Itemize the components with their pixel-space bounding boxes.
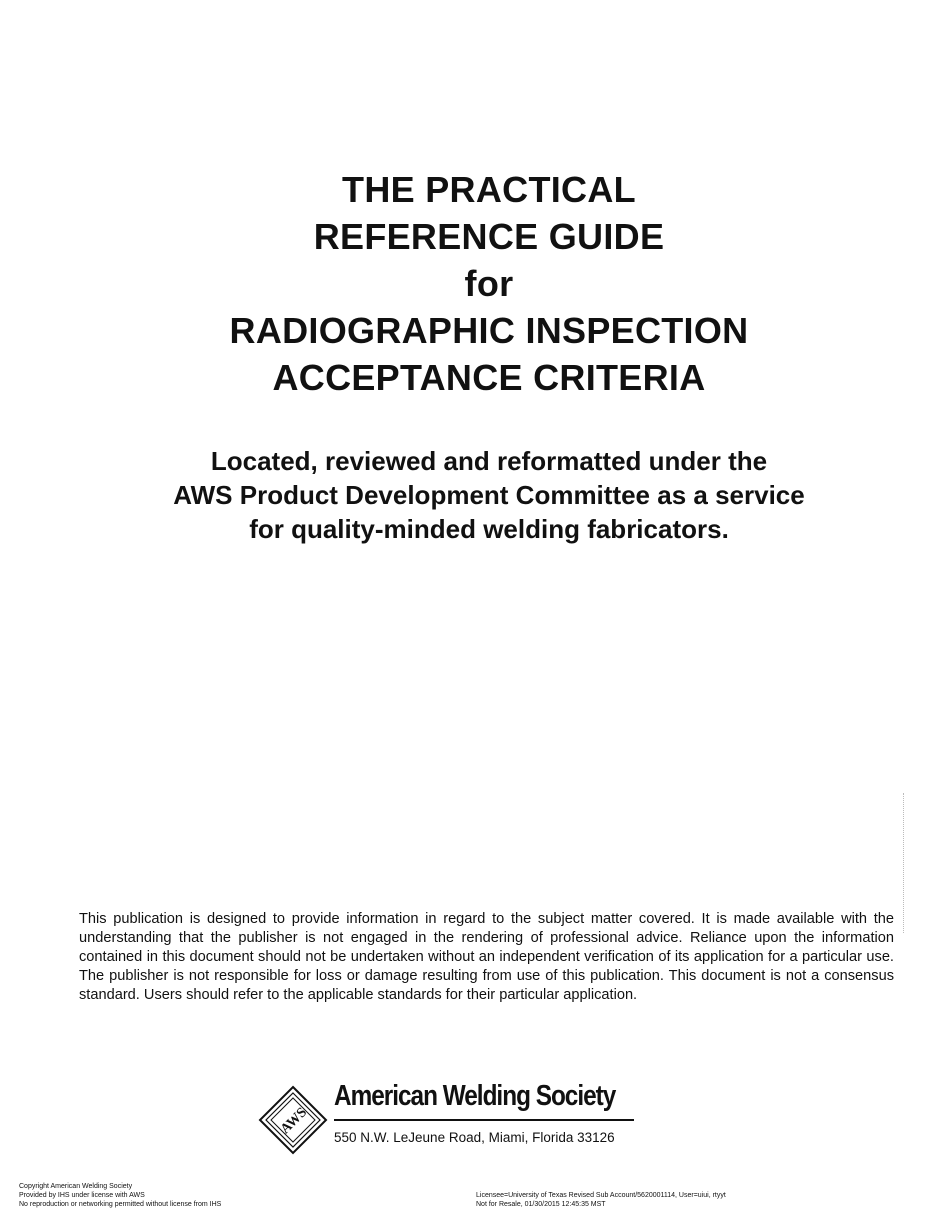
- publisher-block: [258, 1080, 658, 1160]
- publisher-address: 550 N.W. LeJeune Road, Miami, Florida 33126: [334, 1130, 615, 1145]
- footer-line: Copyright American Welding Society: [19, 1183, 133, 1190]
- footer-line: No reproduction or networking permitted without license from IHS: [19, 1201, 222, 1208]
- footer-license: [476, 1191, 726, 1209]
- logo-text: AWS: [278, 1105, 311, 1138]
- aws-diamond-logo-icon: [258, 1085, 328, 1155]
- footer-line: Provided by IHS under license with AWS: [19, 1192, 145, 1199]
- publisher-name: American Welding Society: [334, 1080, 616, 1112]
- title-line: for: [464, 263, 514, 304]
- footer-copyright: [19, 1182, 221, 1209]
- title-line: RADIOGRAPHIC INSPECTION: [229, 310, 749, 351]
- subtitle-line: Located, reviewed and reformatted under the: [210, 446, 768, 476]
- footer-line: Not for Resale, 01/30/2015 12:45:35 MST: [476, 1201, 606, 1208]
- document-title: [0, 166, 950, 401]
- footer-line: Licensee=University of Texas Revised Sub Account/5620001114, User=uiui, rtyyt: [476, 1192, 726, 1199]
- publisher-divider: [334, 1119, 634, 1121]
- subtitle-line: for quality-minded welding fabricators.: [249, 514, 729, 544]
- edge-scan-mark: [903, 793, 907, 933]
- title-line: THE PRACTICAL: [342, 169, 636, 210]
- disclaimer-paragraph: This publication is designed to provide information in regard to the subject matter covered. It is made available with the understanding that the publisher is not engaged in the rendering of professional advice. Reliance upon the information contained in this document should not be undertaken without an independent verification of its application for a particular use. The publisher is not responsible for loss or damage resulting from use of this publication. This document is not a consensus standard. Users should refer to the applicable standards for their particular application.: [79, 911, 894, 1003]
- title-line: ACCEPTANCE CRITERIA: [272, 357, 706, 398]
- title-line: REFERENCE GUIDE: [313, 216, 665, 257]
- document-subtitle: [0, 444, 950, 546]
- subtitle-line: AWS Product Development Committee as a service: [173, 480, 805, 510]
